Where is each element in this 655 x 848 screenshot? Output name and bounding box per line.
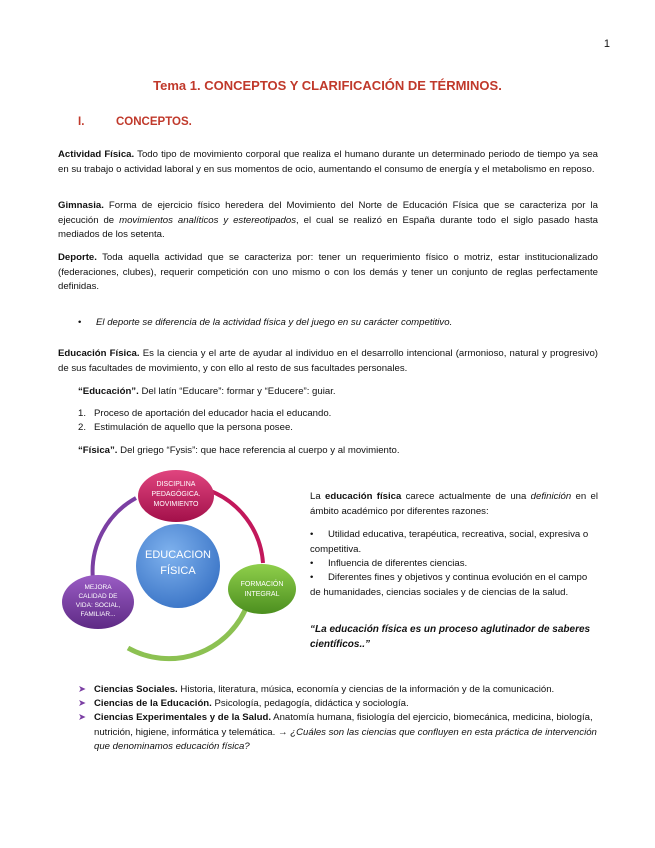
center-label-line-2: FÍSICA	[160, 565, 196, 577]
left-node-line-1: MEJORA	[84, 584, 112, 591]
right-bullet: • Diferentes fines y objetivos y continua evolución en el campo de humanidades, ciencias sociales y de ciencias de la salud.	[310, 572, 588, 598]
right-bullet-text: Influencia de diferentes ciencias.	[328, 558, 468, 569]
left-node-line-3: VIDA: SOCIAL,	[75, 602, 121, 609]
arrow-icon: →	[277, 726, 288, 738]
right-bullet: • Influencia de diferentes ciencias.	[310, 558, 468, 569]
educacion-term: “Educación”.	[78, 386, 139, 397]
fisica-def-text: Del griego “Fysis”: que hace referencia al cuerpo y al movimiento.	[117, 445, 400, 456]
deporte-bullet-text: El deporte se diferencia de la actividad física y del juego en su carácter competitivo.	[96, 317, 453, 328]
ciencias-text: Anatomía humana, fisiología del ejercicio, biomecánica, medicina, biología, nutrición, higiene, informática y telemática.	[94, 712, 593, 738]
gimnasia-paragraph	[58, 199, 598, 243]
educacion-list-item	[78, 421, 598, 436]
list-item-text: Estimulación de aquello que la persona posee.	[94, 422, 293, 433]
deporte-paragraph	[58, 251, 598, 295]
deporte-text: Toda aquella actividad que se caracteriza por: tener un requerimiento físico o motriz, estar institucionalizado (federaciones, clubes), requerir competición con uno mismo o con los demás y tener un conjunto de reglas perfectamente definidas.	[58, 252, 598, 292]
educacion-fisica-paragraph	[58, 347, 598, 376]
quote: “La educación física es un proceso aglutinador de saberes científicos..”	[310, 624, 591, 650]
actividad-fisica-paragraph	[58, 148, 598, 177]
list-item-number: 2.	[78, 422, 87, 433]
top-node-line-1: DISCIPLINA	[156, 481, 196, 488]
gimnasia-term: Gimnasia.	[58, 200, 104, 211]
left-node-line-2: CALIDAD DE	[78, 593, 118, 600]
cycle-arc-bottom	[128, 603, 248, 659]
educacion-fisica-cycle-diagram	[58, 468, 298, 668]
page-number: 1	[603, 38, 610, 50]
list-item-number: 1.	[78, 408, 87, 419]
educacion-list-item	[78, 407, 598, 422]
educacion-definition	[78, 385, 598, 400]
right-bullet: • Utilidad educativa, terapéutica, recreativa, social, expresiva o competitiva.	[310, 529, 589, 555]
list-item-text: Proceso de aportación del educador hacia el educando.	[94, 408, 332, 419]
gimnasia-italic: movimientos analíticos y estereotipados	[119, 214, 297, 226]
arrow-bullet-icon: ➤	[78, 712, 87, 723]
section-number: I.	[78, 116, 85, 128]
right-bullet-text: Diferentes fines y objetivos y continua evolución en el campo de humanidades, ciencias sociales y de ciencias de la salud.	[310, 572, 588, 598]
section-label: CONCEPTOS.	[116, 116, 192, 128]
section-heading	[78, 116, 192, 128]
ciencias-item	[78, 711, 608, 755]
arrow-bullet-icon: ➤	[78, 684, 87, 695]
ciencias-item	[78, 683, 608, 698]
fisica-term: “Física”.	[78, 445, 118, 456]
intro-italic: definición	[530, 491, 572, 502]
ciencias-term: Ciencias de la Educación.	[94, 698, 212, 709]
left-node-line-4: FAMILIAR...	[80, 611, 116, 618]
actividad-fisica-term: Actividad Física.	[58, 149, 135, 160]
gimnasia-text-1: Forma de ejercicio físico heredera del Movimiento del Norte de Educación Física que se caracteriza por la ejecución de	[58, 200, 598, 226]
intro-mid: carece actualmente de una	[401, 491, 531, 502]
page-title: Tema 1. CONCEPTOS Y CLARIFICACIÓN DE TÉRMINOS.	[153, 78, 502, 93]
gimnasia-text-2: , el cual se realizó en España durante todo el siglo pasado hasta mediados de los setenta.	[58, 214, 598, 240]
educacion-def-text: Del latín “Educare”: formar y “Educere”: guiar.	[138, 386, 336, 397]
intro-post: en el ámbito académico por diferentes razones:	[310, 491, 598, 517]
ciencias-term: Ciencias Experimentales y de la Salud.	[94, 712, 272, 723]
top-node-line-2: PEDAGÓGICA.	[151, 491, 201, 498]
educacion-fisica-term: Educación Física.	[58, 348, 140, 359]
right-node-line-2: INTEGRAL	[244, 591, 280, 598]
right-column-intro	[310, 490, 598, 519]
right-node	[228, 564, 296, 614]
intro-pre: La	[310, 491, 325, 502]
fisica-definition	[78, 444, 598, 459]
center-label-line-1: EDUCACION	[144, 549, 212, 561]
cycle-arc-left	[93, 498, 136, 580]
ciencias-text: Historia, literatura, música, economía y ciencias de la información y de la comunicación.	[177, 684, 555, 695]
intro-term: educación física	[325, 491, 402, 502]
deporte-bullet: • El deporte se diferencia de la actividad física y del juego en su carácter competitivo.	[78, 317, 453, 328]
ciencias-term: Ciencias Sociales.	[94, 684, 178, 695]
arrow-bullet-icon: ➤	[78, 698, 87, 709]
ciencias-item	[78, 697, 608, 712]
deporte-term: Deporte.	[58, 252, 97, 263]
actividad-fisica-text: Todo tipo de movimiento corporal que realiza el humano durante un determinado periodo de tiempo ya sea en su trabajo o actividad laboral y en sus momentos de ocio, aumentando el consumo de energía y el metabolismo en reposo.	[58, 149, 598, 175]
top-node-line-3: MOVIMIENTO	[153, 501, 199, 508]
ciencias-text: Psicología, pedagogía, didáctica y sociología.	[211, 698, 409, 709]
right-node-line-1: FORMACIÓN	[240, 581, 284, 588]
ciencias-question: ¿Cuáles son las ciencias que confluyen en esta práctica de intervención que denominamos educación física?	[94, 726, 597, 752]
educacion-fisica-text: Es la ciencia y el arte de ayudar al individuo en el desarrollo intencional (armonioso, natural y progresivo) de sus facultades de movimiento, y con ello al resto de sus facultades personales.	[58, 348, 598, 374]
right-bullet-text: Utilidad educativa, terapéutica, recreativa, social, expresiva o competitiva.	[310, 529, 589, 555]
